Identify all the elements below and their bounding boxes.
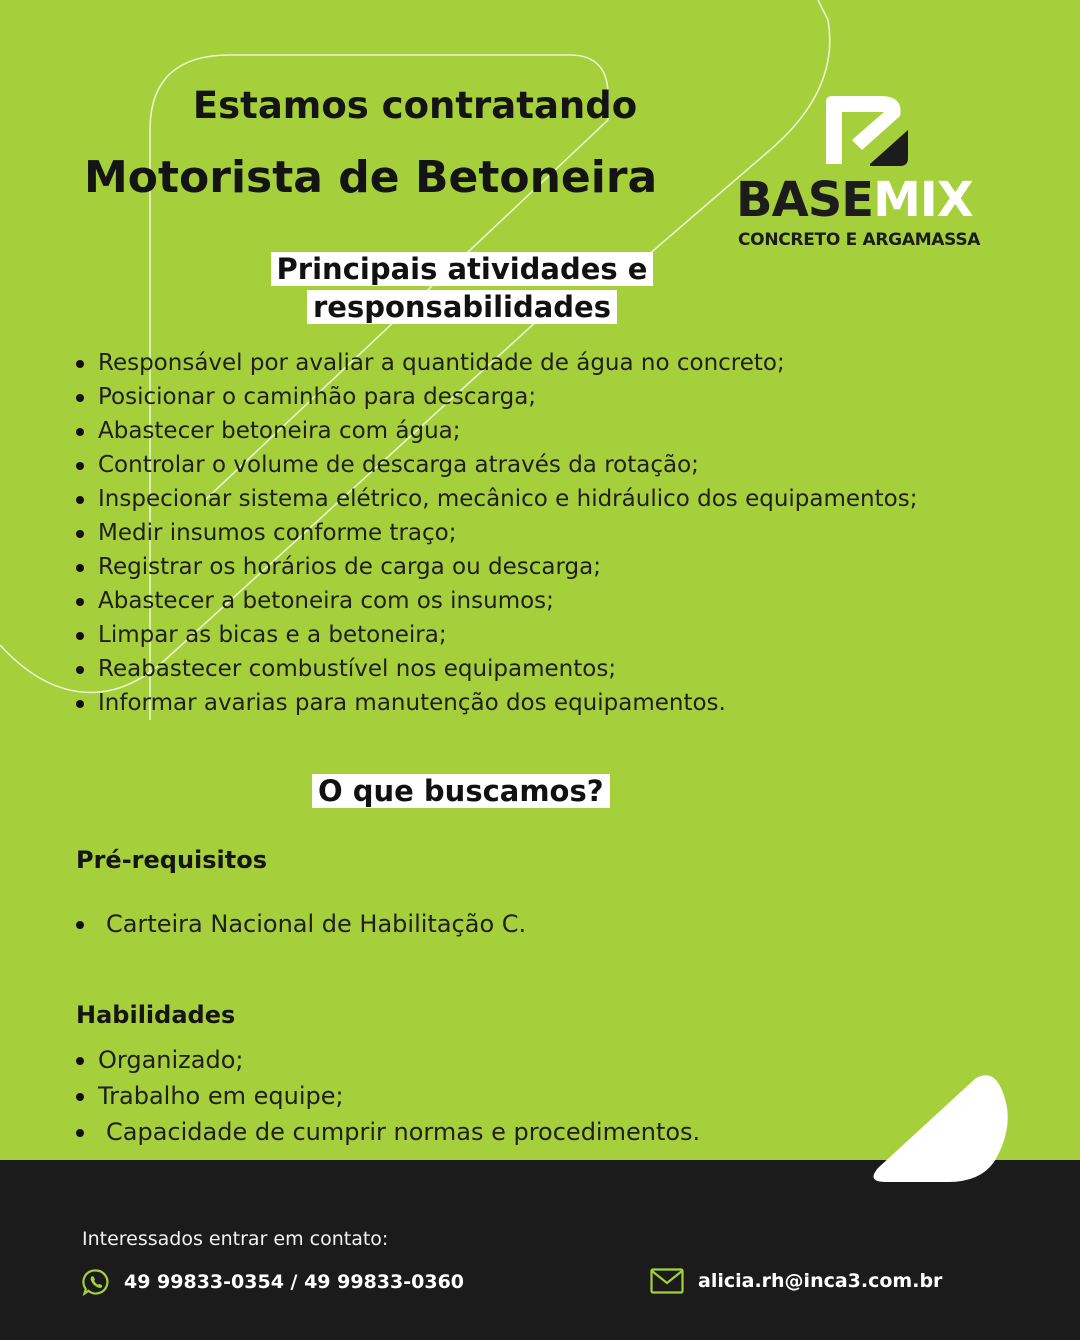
list-item: Medir insumos conforme traço; bbox=[76, 516, 917, 550]
activities-title bbox=[262, 250, 662, 326]
prereq-list bbox=[76, 906, 526, 942]
seeking-title-text: O que buscamos? bbox=[312, 774, 610, 808]
list-item: Controlar o volume de descarga através da rotação; bbox=[76, 448, 917, 482]
basemix-logo bbox=[736, 92, 1016, 262]
list-item: Abastecer a betoneira com os insumos; bbox=[76, 584, 917, 618]
list-item: Carteira Nacional de Habilitação C. bbox=[76, 906, 526, 942]
email-address[interactable]: alicia.rh@inca3.com.br bbox=[698, 1270, 943, 1292]
logo-word-mix: MIX bbox=[873, 172, 973, 228]
logo-tagline: CONCRETO E ARGAMASSA bbox=[738, 230, 981, 250]
seeking-title bbox=[312, 772, 610, 810]
list-item: Limpar as bicas e a betoneira; bbox=[76, 618, 917, 652]
list-item: Reabastecer combustível nos equipamentos; bbox=[76, 652, 917, 686]
job-title: Motorista de Betoneira bbox=[84, 152, 658, 203]
envelope-icon bbox=[650, 1268, 684, 1294]
list-item: Organizado; bbox=[76, 1042, 700, 1078]
list-item: Abastecer betoneira com água; bbox=[76, 414, 917, 448]
skills-list bbox=[76, 1042, 700, 1150]
list-item: Inspecionar sistema elétrico, mecânico e hidráulico dos equipamentos; bbox=[76, 482, 917, 516]
email-contact[interactable] bbox=[650, 1268, 942, 1294]
logo-wordmark bbox=[736, 172, 973, 228]
whatsapp-icon bbox=[82, 1268, 110, 1296]
hiring-heading: Estamos contratando bbox=[192, 84, 638, 127]
list-item: Responsável por avaliar a quantidade de água no concreto; bbox=[76, 346, 917, 380]
activities-title-text: Principais atividades e responsabilidades bbox=[271, 252, 654, 324]
list-item: Informar avarias para manutenção dos equipamentos. bbox=[76, 686, 917, 720]
prereq-heading: Pré-requisitos bbox=[76, 846, 268, 874]
decorative-white-shape bbox=[864, 1072, 1014, 1184]
list-item: Trabalho em equipe; bbox=[76, 1078, 700, 1114]
contact-label: Interessados entrar em contato: bbox=[82, 1228, 389, 1250]
activities-list bbox=[76, 346, 917, 720]
logo-mark-icon bbox=[822, 92, 912, 172]
phone-contact[interactable] bbox=[82, 1268, 464, 1296]
list-item: Capacidade de cumprir normas e procedimentos. bbox=[76, 1114, 700, 1150]
logo-word-base: BASE bbox=[736, 172, 874, 228]
phone-numbers[interactable]: 49 99833-0354 / 49 99833-0360 bbox=[124, 1271, 465, 1293]
skills-heading: Habilidades bbox=[76, 1001, 236, 1029]
list-item: Registrar os horários de carga ou descarga; bbox=[76, 550, 917, 584]
contact-footer bbox=[0, 1160, 1080, 1340]
list-item: Posicionar o caminhão para descarga; bbox=[76, 380, 917, 414]
